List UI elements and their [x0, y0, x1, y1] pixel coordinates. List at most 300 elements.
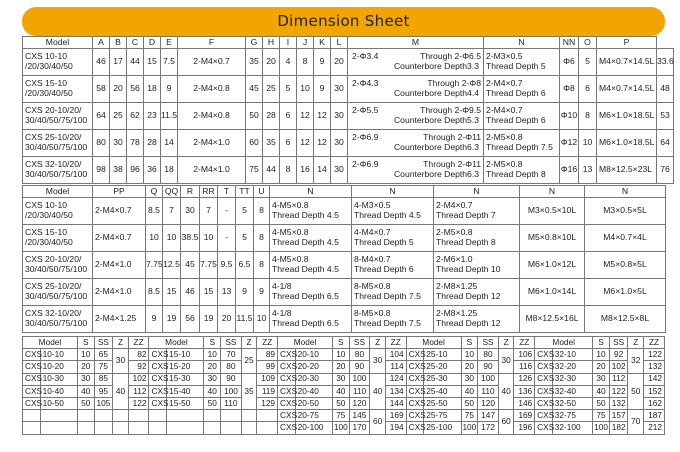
column-header: QQ [163, 186, 181, 198]
column-header: Model [535, 337, 593, 349]
value-cell-tt: 5 [236, 225, 254, 252]
value-cell-n1 [270, 225, 352, 252]
value-cell-zz: 92 [128, 361, 149, 373]
value-cell-nn-sub: 8 [579, 103, 597, 130]
column-header: D [144, 37, 161, 49]
value-cell-zz: 187 [644, 410, 665, 422]
value-cell-ss: 122 [609, 385, 628, 397]
empty-cell [23, 410, 41, 422]
model-cell: 25-75 [424, 410, 461, 422]
model-cell: 25-40 [424, 385, 461, 397]
table-row [23, 157, 674, 184]
value-cell-a: 46 [93, 49, 110, 76]
model-prefix: CXS [535, 373, 553, 385]
n-depth: Thread Depth 8 [436, 237, 496, 247]
column-header: Z [113, 337, 129, 349]
value-cell-q: 10 [146, 225, 163, 252]
n-thread: 2-M5×0.8 [486, 132, 523, 143]
model-prefix: CXS [406, 373, 424, 385]
model-cell: 20-75 [295, 410, 332, 422]
value-cell-zz: 106 [514, 349, 535, 361]
model-line: 30/40/50/75/100 [25, 291, 88, 301]
value-cell-z: 50 [628, 373, 644, 410]
m-counterbore: Counterbore Depth3.3 [393, 61, 479, 71]
value-cell-d: 36 [144, 157, 161, 184]
value-cell-e: 11.5 [161, 103, 178, 130]
value-cell-tt: 9 [236, 279, 254, 306]
model-prefix: CXS [278, 373, 296, 385]
value-cell-l: 30 [331, 103, 348, 130]
column-header: SS [478, 337, 499, 349]
value-cell-a: 98 [93, 157, 110, 184]
value-cell-l: 20 [331, 49, 348, 76]
value-cell-u: 8 [254, 225, 270, 252]
value-cell-o: M6×1.0×18.5L [597, 130, 657, 157]
column-header: RR [200, 186, 218, 198]
value-cell-nn: Φ6 [560, 49, 579, 76]
value-cell-t: 9.5 [218, 252, 236, 279]
value-cell-s: 40 [204, 385, 221, 397]
value-cell-e: 14 [161, 130, 178, 157]
value-cell-h: 35 [263, 130, 280, 157]
model-line: CXS 32-10/20/ [25, 159, 82, 170]
value-cell-k: 9 [314, 76, 331, 103]
value-cell-zz: 112 [128, 385, 149, 397]
model-cell: 20-20 [295, 361, 332, 373]
column-header: Model [23, 37, 93, 49]
value-cell-f: 2-M4×1.0 [178, 157, 246, 184]
value-cell-zz: 132 [644, 361, 665, 373]
value-cell-s: 40 [333, 385, 350, 397]
model-line: /20/30/40/50 [25, 210, 73, 220]
value-cell-r: 56 [181, 306, 200, 333]
value-cell-r: 38.5 [181, 225, 200, 252]
value-cell-zz: 134 [385, 385, 406, 397]
page-title: Dimension Sheet [277, 12, 410, 30]
value-cell-tt: 5 [236, 198, 254, 225]
model-prefix: CXS [23, 361, 41, 373]
model-cell [23, 198, 93, 225]
value-cell-n2 [352, 306, 434, 333]
value-cell-s: 10 [461, 349, 478, 361]
value-cell-q: 9 [146, 306, 163, 333]
model-prefix: CXS [535, 422, 553, 434]
empty-cell [40, 422, 77, 434]
stroke-table [22, 336, 665, 435]
model-line: CXS 32-10/20/ [25, 308, 82, 319]
m-through: Through 2-Φ9.5 [420, 105, 481, 116]
value-cell-t: - [218, 225, 236, 252]
model-cell [23, 157, 93, 184]
model-prefix: CXS [535, 410, 553, 422]
value-cell-s: 20 [461, 361, 478, 373]
value-cell-ss: 120 [349, 397, 370, 409]
n-depth: Thread Depth 4.5 [354, 210, 421, 220]
value-cell-b: 17 [110, 49, 127, 76]
value-cell-b: 38 [110, 157, 127, 184]
model-line: /20/30/40/50 [25, 237, 73, 247]
value-cell-s: 100 [333, 422, 348, 433]
model-prefix: CXS [535, 361, 553, 373]
value-cell-k: 12 [314, 103, 331, 130]
value-cell-s: 40 [593, 385, 610, 397]
value-cell-g: 60 [246, 130, 263, 157]
model-prefix: CXS [23, 349, 41, 361]
value-cell-i: 4 [280, 49, 297, 76]
table-row [23, 76, 674, 103]
value-cell-t: 20 [218, 306, 236, 333]
model-cell: 20-40 [295, 385, 332, 397]
empty-cell [257, 422, 278, 434]
model-prefix: CXS [406, 422, 424, 434]
empty-cell [77, 422, 94, 434]
value-cell-g: 50 [246, 103, 263, 130]
value-cell-s: 50 [461, 397, 478, 409]
model-cell: 15-40 [167, 385, 204, 397]
column-header: J [297, 37, 314, 49]
value-cell-z: 40 [113, 373, 129, 410]
model-prefix: CXS [149, 349, 167, 361]
column-header: Z [370, 337, 386, 349]
column-header: PP [93, 186, 146, 198]
value-cell-n [484, 49, 560, 76]
n-depth: Thread Depth 7.5 [486, 142, 553, 152]
model-prefix: CXS [23, 373, 41, 385]
model-prefix: CXS [406, 349, 424, 361]
column-header: Z [498, 337, 514, 349]
model-cell: 15-30 [167, 373, 204, 385]
value-cell-qq: 19 [163, 306, 181, 333]
model-cell: 15-20 [167, 361, 204, 373]
n-thread: 4-1/8 [272, 308, 292, 319]
value-cell-n3 [434, 198, 520, 225]
column-header: N [434, 186, 520, 198]
value-cell-zz: 116 [514, 361, 535, 373]
n-depth: Thread Depth 12 [436, 318, 501, 328]
value-cell-ss: 90 [478, 361, 499, 373]
empty-cell [149, 410, 167, 422]
value-cell-m [348, 130, 484, 157]
model-cell [23, 279, 93, 306]
n-thread: 4-M3×0.5 [354, 200, 391, 211]
model-line: 30/40/50/75/100 [25, 142, 88, 152]
value-cell-zz: 119 [257, 385, 278, 397]
model-cell [23, 252, 93, 279]
value-cell-n [484, 103, 560, 130]
n-depth: Thread Depth 6 [354, 264, 414, 274]
table-row [23, 130, 674, 157]
column-header: SS [94, 337, 113, 349]
value-cell-zz: 102 [128, 373, 149, 385]
value-cell-ss: 102 [609, 361, 628, 373]
column-header: N [585, 186, 666, 198]
m-hole: 2-Φ4.3 [352, 78, 379, 89]
model-line: /20/30/40/50 [25, 61, 73, 71]
value-cell-ss: 110 [478, 385, 499, 397]
value-cell-s: 30 [461, 373, 478, 385]
n-thread: 4-1/8 [272, 281, 292, 292]
value-cell-zz: 162 [644, 397, 665, 409]
value-cell-s: 75 [461, 410, 478, 422]
m-counterbore: Counterbore Depth6.3 [393, 169, 479, 179]
value-cell-nn-sub: 10 [579, 130, 597, 157]
value-cell-r: 30 [181, 198, 200, 225]
empty-cell [113, 410, 129, 422]
column-header: N [352, 186, 434, 198]
model-cell: 10-50 [40, 397, 77, 409]
value-cell-t: 13 [218, 279, 236, 306]
column-header: O [579, 37, 597, 49]
model-line: 30/40/50/75/100 [25, 115, 88, 125]
value-cell-b: 30 [110, 130, 127, 157]
model-cell [23, 225, 93, 252]
table-row [23, 422, 665, 434]
model-cell: 32-10 [552, 349, 592, 361]
value-cell-pp: 2-M4×0.7 [93, 225, 146, 252]
value-cell-ss: 80 [478, 349, 499, 361]
value-cell-s: 30 [333, 373, 350, 385]
value-cell-zz: 152 [644, 385, 665, 397]
column-header: Z [628, 337, 644, 349]
value-cell-p: 53 [657, 103, 674, 130]
value-cell-z: 30 [370, 349, 386, 373]
table-row [23, 410, 665, 422]
column-header: Z [241, 337, 257, 349]
m-counterbore: Counterbore Depth6.3 [393, 142, 479, 152]
table-row [23, 252, 666, 279]
value-cell-n2 [352, 279, 434, 306]
column-header: I [280, 37, 297, 49]
column-header: SS [349, 337, 370, 349]
model-line: 30/40/50/75/100 [25, 318, 88, 328]
value-cell-n1 [270, 198, 352, 225]
column-header: Q [146, 186, 163, 198]
empty-cell [149, 422, 167, 434]
model-cell: 20-100 [295, 422, 332, 434]
value-cell-d: 15 [144, 49, 161, 76]
value-cell-s: 40 [461, 385, 478, 397]
model-cell: 20-10 [295, 349, 332, 361]
column-header: T [218, 186, 236, 198]
n-depth: Thread Depth 10 [436, 264, 501, 274]
value-cell-zz: 122 [128, 397, 149, 409]
value-cell-s: 10 [77, 349, 94, 361]
m-through: Through 2-Φ6.5 [420, 51, 481, 62]
value-cell-n [484, 157, 560, 184]
column-header: ZZ [128, 337, 149, 349]
column-header: U [254, 186, 270, 198]
n-depth: Thread Depth 5 [354, 237, 414, 247]
value-cell-n3 [434, 252, 520, 279]
value-cell-p: 48 [657, 76, 674, 103]
column-header: H [263, 37, 280, 49]
m-hole: 2-Φ6.9 [352, 159, 379, 170]
value-cell-z: 30 [113, 349, 129, 373]
value-cell-o: M6×1.0×18.5L [597, 103, 657, 130]
model-line: CXS 20-10/20/ [25, 105, 82, 116]
value-cell-n4: M6×1.0×14L [520, 279, 585, 306]
model-prefix: CXS [535, 397, 553, 409]
value-cell-ss: 157 [609, 410, 628, 422]
value-cell-a: 64 [93, 103, 110, 130]
model-cell: 32-40 [552, 385, 592, 397]
column-header: NN [560, 37, 579, 49]
column-header: ZZ [644, 337, 665, 349]
value-cell-r: 46 [181, 279, 200, 306]
value-cell-zz: 194 [385, 422, 406, 434]
value-cell-n [484, 76, 560, 103]
column-header: ZZ [257, 337, 278, 349]
n-thread: 4-M5×0.8 [272, 227, 309, 238]
value-cell-s: 75 [333, 410, 350, 422]
column-header: Model [23, 337, 78, 349]
value-cell-tt: 11.5 [236, 306, 254, 333]
model-prefix: CXS [278, 385, 296, 397]
empty-cell [257, 410, 278, 422]
value-cell-a: 80 [93, 130, 110, 157]
model-cell: 20-50 [295, 397, 332, 409]
model-prefix: CXS [278, 361, 296, 373]
empty-cell [128, 410, 149, 422]
value-cell-n4: M3×0.5×10L [520, 198, 585, 225]
value-cell-s: 20 [333, 361, 350, 373]
value-cell-n3 [434, 225, 520, 252]
value-cell-n1 [270, 279, 352, 306]
n-depth: Thread Depth 6.5 [272, 291, 339, 301]
value-cell-zz: 144 [385, 397, 406, 409]
value-cell-n2 [352, 252, 434, 279]
model-cell: 25-30 [424, 373, 461, 385]
empty-cell [167, 410, 204, 422]
column-header: C [127, 37, 144, 49]
value-cell-ss: 85 [94, 373, 113, 385]
value-cell-u: 8 [254, 198, 270, 225]
value-cell-z: 40 [498, 373, 514, 410]
n-thread: 2-M4×0.7 [486, 105, 523, 116]
model-cell [23, 130, 93, 157]
model-cell [23, 103, 93, 130]
value-cell-i: 6 [280, 103, 297, 130]
value-cell-pp: 2-M4×1.0 [93, 279, 146, 306]
value-cell-ss: 105 [94, 397, 113, 409]
value-cell-r: 45 [181, 252, 200, 279]
empty-cell [167, 422, 204, 434]
value-cell-qq: 7 [163, 198, 181, 225]
value-cell-ss: 80 [349, 349, 370, 361]
value-cell-zz: 212 [644, 422, 665, 434]
value-cell-c: 44 [127, 49, 144, 76]
value-cell-m [348, 76, 484, 103]
value-cell-i: 5 [280, 76, 297, 103]
value-cell-tt: 6.5 [236, 252, 254, 279]
value-cell-zz: 89 [257, 349, 278, 361]
value-cell-ss: 75 [94, 361, 113, 373]
column-header: S [77, 337, 94, 349]
value-cell-b: 20 [110, 76, 127, 103]
column-header: SS [609, 337, 628, 349]
m-through: Through 2-Φ11 [423, 132, 481, 143]
model-prefix: CXS [23, 385, 41, 397]
value-cell-p: 64 [657, 130, 674, 157]
empty-cell [204, 410, 221, 422]
value-cell-rr: 15 [200, 279, 218, 306]
value-cell-zz: 122 [644, 349, 665, 361]
m-hole: 2-Φ6.9 [352, 132, 379, 143]
value-cell-ss: 132 [609, 397, 628, 409]
value-cell-s: 50 [593, 397, 610, 409]
model-prefix: CXS [149, 385, 167, 397]
n-depth: Thread Depth 7.5 [354, 318, 421, 328]
m-through: Through 2-Φ11 [423, 159, 481, 170]
value-cell-ss: 182 [609, 422, 628, 434]
empty-cell [77, 410, 94, 422]
column-header: F [178, 37, 246, 49]
n-thread: 2-M4×0.7 [486, 78, 523, 89]
value-cell-ss: 95 [94, 385, 113, 397]
column-header: SS [221, 337, 242, 349]
value-cell-o: M4×0.7×14.5L [597, 76, 657, 103]
model-prefix: CXS [23, 397, 41, 409]
column-header: S [204, 337, 221, 349]
value-cell-qq: 10 [163, 225, 181, 252]
dimension-table-1 [22, 36, 674, 184]
value-cell-zz: 146 [514, 397, 535, 409]
n-depth: Thread Depth 6 [486, 88, 546, 98]
value-cell-l: 30 [331, 157, 348, 184]
value-cell-zz: 129 [257, 397, 278, 409]
value-cell-p: 33.6 [657, 49, 674, 76]
value-cell-l: 30 [331, 130, 348, 157]
column-header: G [246, 37, 263, 49]
value-cell-j: 8 [297, 49, 314, 76]
value-cell-g: 45 [246, 76, 263, 103]
model-cell: 32-20 [552, 361, 592, 373]
n-thread: 2-M8×1.25 [436, 308, 478, 319]
value-cell-rr: 10 [200, 225, 218, 252]
value-cell-m [348, 157, 484, 184]
value-cell-s: 100 [462, 422, 477, 433]
value-cell-n [484, 130, 560, 157]
n-depth: Thread Depth 6.5 [272, 318, 339, 328]
model-prefix: CXS [149, 361, 167, 373]
value-cell-c: 96 [127, 157, 144, 184]
n-depth: Thread Depth 12 [436, 291, 501, 301]
model-prefix: CXS [149, 373, 167, 385]
column-header: B [110, 37, 127, 49]
value-cell-ss: 90 [221, 373, 242, 385]
value-cell-n5: M4×0.7×4L [585, 225, 666, 252]
model-cell [23, 76, 93, 103]
model-prefix: CXS [406, 361, 424, 373]
value-cell-q: 8.5 [146, 198, 163, 225]
n-depth: Thread Depth 5 [486, 61, 546, 71]
m-counterbore: Counterbore Depth5.3 [393, 115, 479, 125]
value-cell-ss: 110 [349, 385, 370, 397]
value-cell-s: 30 [593, 373, 610, 385]
n-thread: 2-M4×0.7 [436, 200, 473, 211]
value-cell-t: - [218, 198, 236, 225]
table-row [23, 103, 674, 130]
value-cell-n4: M5×0.8×10L [520, 225, 585, 252]
n-thread: 4-M4×0.7 [354, 227, 391, 238]
model-line: CXS 25-10/20/ [25, 132, 82, 143]
n-thread: 2-M5×0.8 [486, 159, 523, 170]
value-cell-k: 12 [314, 130, 331, 157]
n-depth: Thread Depth 4.5 [272, 264, 339, 274]
column-header: S [461, 337, 478, 349]
column-header: Model [406, 337, 461, 349]
value-cell-pp: 2-M4×1.0 [93, 252, 146, 279]
